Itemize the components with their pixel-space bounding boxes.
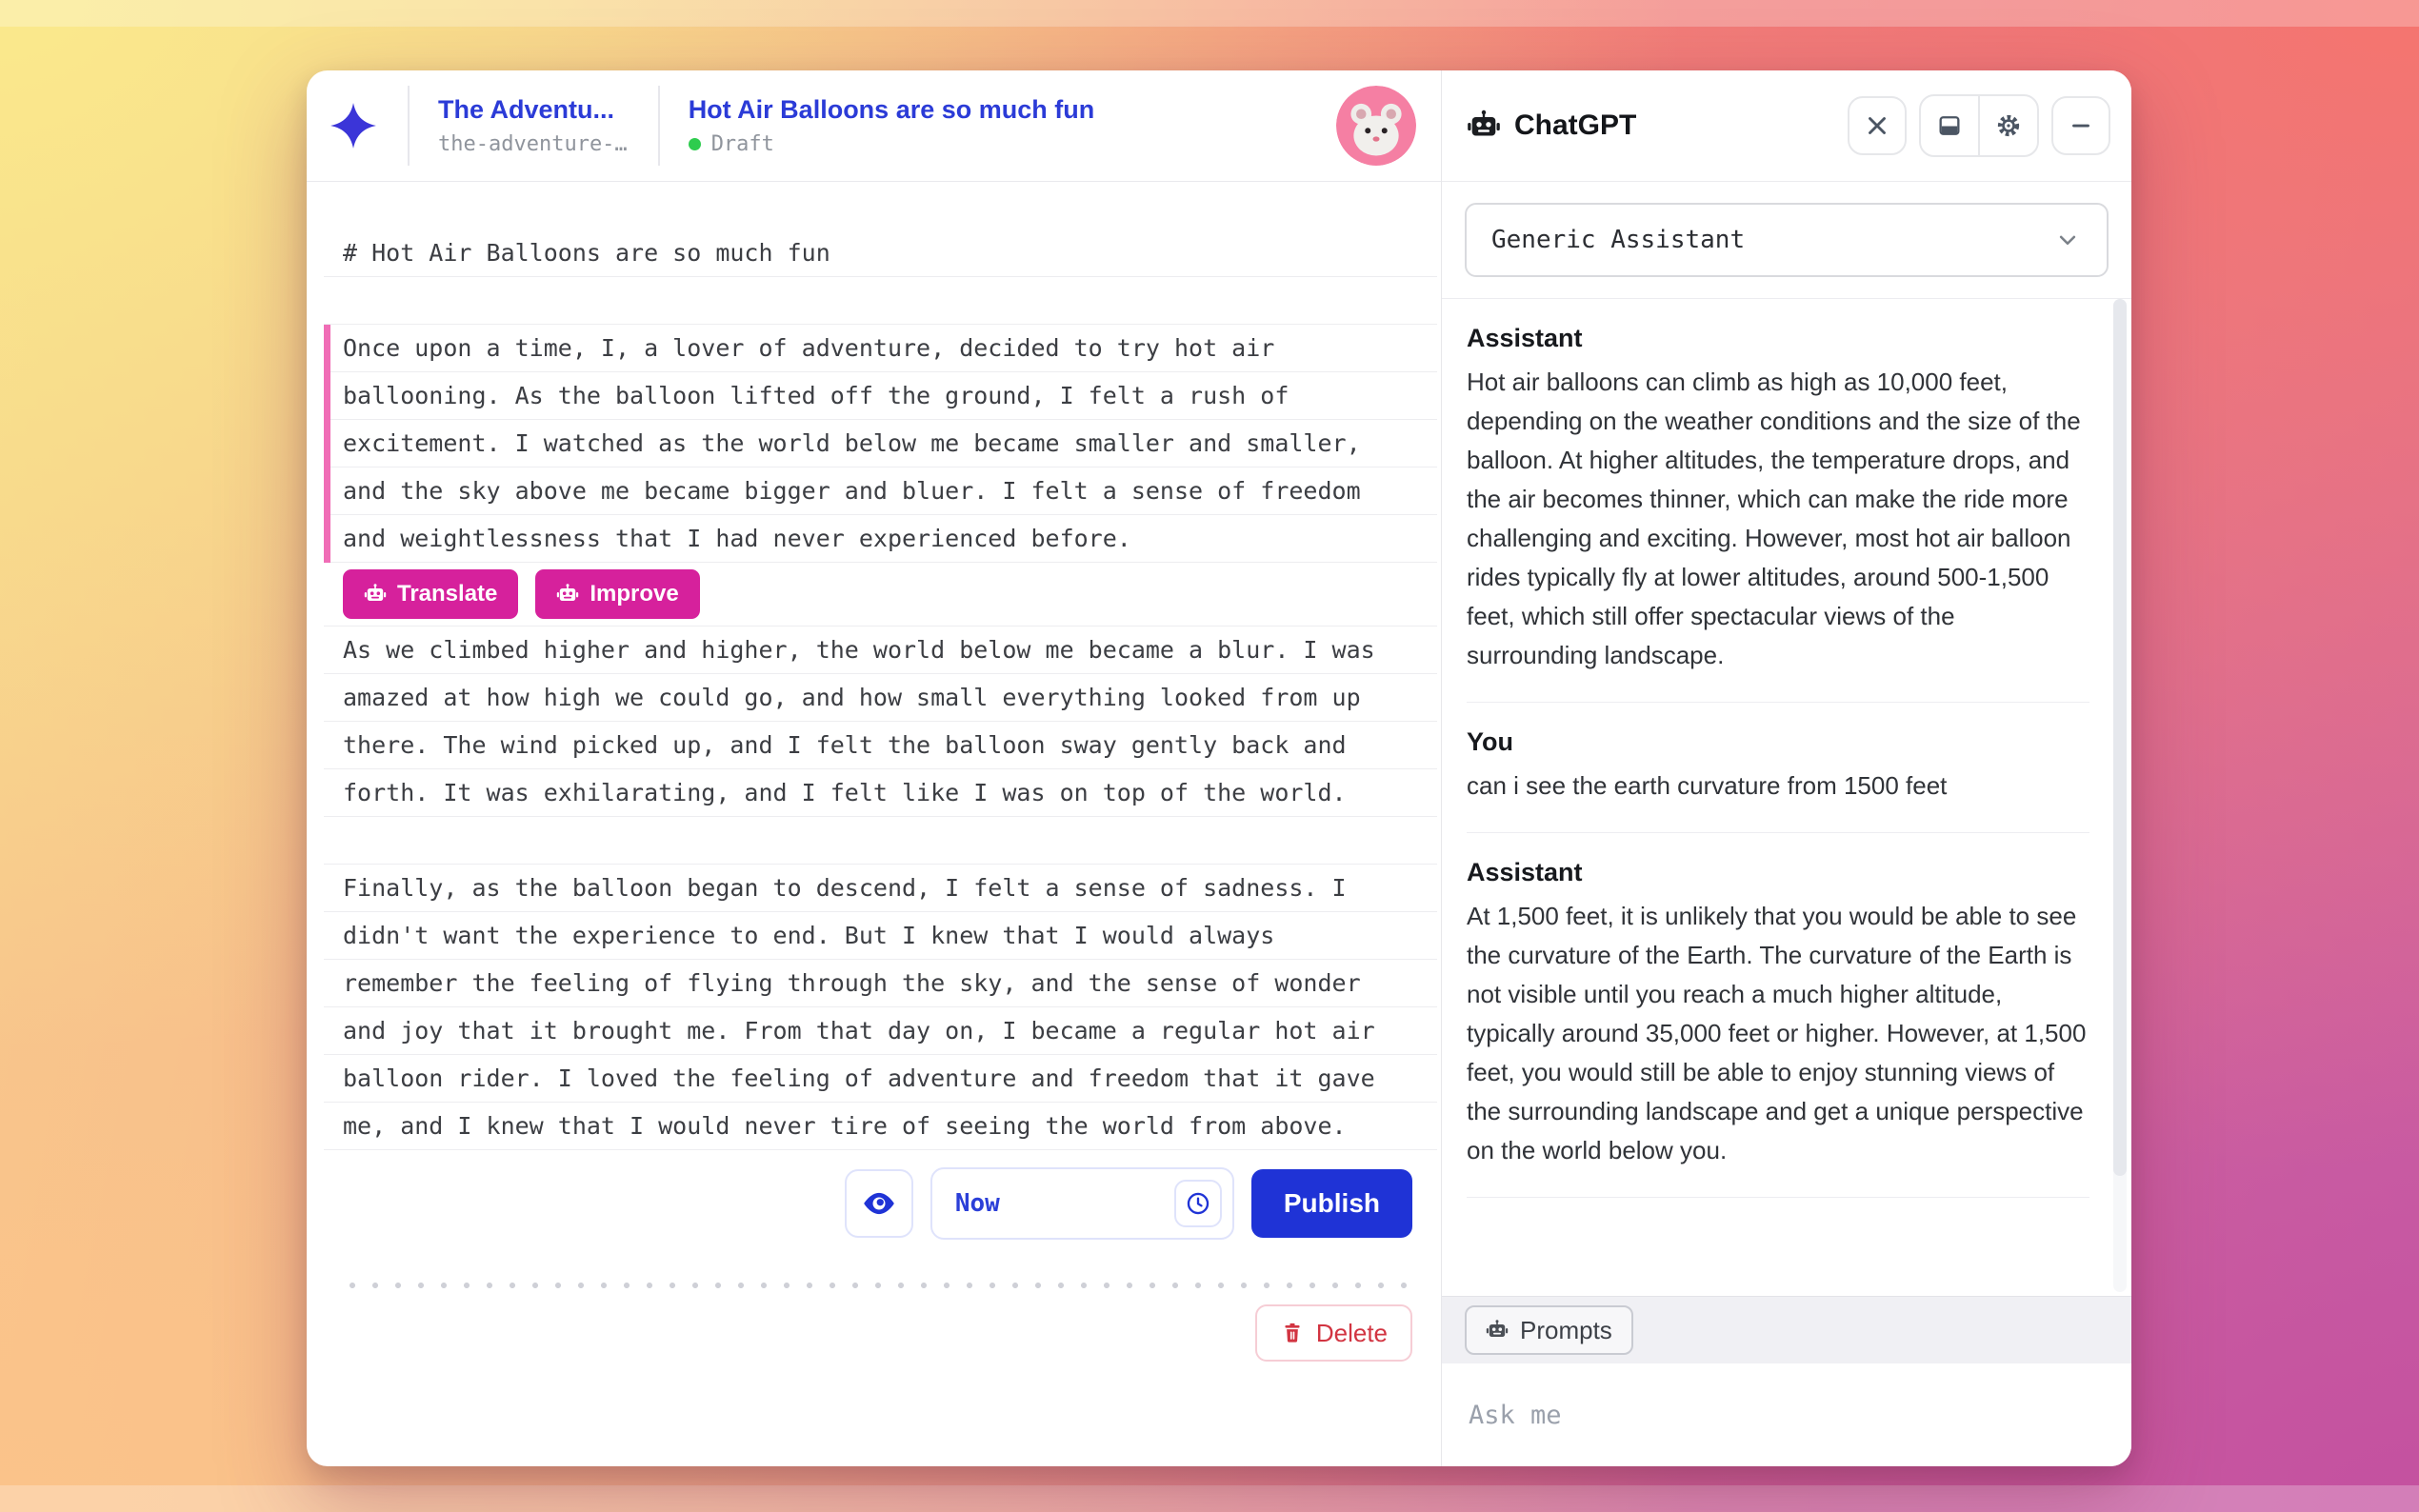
chatgpt-panel (1441, 70, 2131, 1466)
schedule-value[interactable]: Now (954, 1189, 1000, 1218)
editor-pane (307, 70, 1441, 1466)
robot-icon (364, 583, 387, 606)
publish-controls (324, 1167, 1412, 1240)
robot-icon (1486, 1319, 1509, 1342)
dock-panel-button[interactable] (1921, 96, 1978, 155)
editor-paragraph (324, 627, 1437, 817)
message-role: Assistant (1467, 858, 1583, 886)
editor-line[interactable]: me, and I knew that I would never tire of seeing the world from above. (324, 1103, 1437, 1150)
improve-label: Improve (590, 581, 679, 607)
sparkle-logo-icon (330, 99, 377, 152)
editor-line[interactable]: balloon rider. I loved the feeling of adventure and freedom that it gave (324, 1055, 1437, 1103)
ai-action-row (324, 563, 1437, 627)
delete-button[interactable] (1255, 1304, 1412, 1362)
message-text: can i see the earth curvature from 1500 feet (1467, 771, 1948, 800)
chat-message (1467, 833, 2089, 1198)
editor-empty-line[interactable] (324, 817, 1437, 865)
dotted-separator (341, 1282, 1414, 1289)
prompts-toolbar (1442, 1296, 2131, 1363)
prompts-button[interactable] (1465, 1305, 1633, 1355)
minimize-button[interactable] (2051, 96, 2110, 155)
gear-icon (1994, 111, 2023, 140)
robot-icon (1467, 109, 1501, 143)
clock-icon (1185, 1190, 1211, 1217)
delete-label: Delete (1315, 1318, 1388, 1347)
editor-line[interactable]: ballooning. As the balloon lifted off the ground, I felt a rush of (330, 372, 1437, 420)
chat-message-list (1442, 299, 2131, 1296)
editor-header (307, 70, 1441, 182)
editor-paragraph-selected (324, 325, 1437, 563)
chat-scrollbar-thumb[interactable] (2113, 299, 2127, 1176)
panel-window-buttons (1848, 94, 2110, 157)
editor-line[interactable]: Once upon a time, I, a lover of adventure, decided to try hot air (330, 325, 1437, 372)
editor-paragraph (324, 865, 1437, 1150)
message-role: Assistant (1467, 324, 1583, 352)
panel-bottom-icon (1936, 112, 1963, 139)
letterbox-top (0, 0, 2419, 27)
settings-button[interactable] (1980, 96, 2037, 155)
post-info[interactable] (689, 95, 1095, 156)
assistant-dropdown[interactable] (1465, 203, 2109, 277)
translate-button[interactable] (343, 569, 518, 619)
close-icon (1863, 111, 1891, 140)
editor-line[interactable]: Finally, as the balloon began to descend, I felt a sense of sadness. I (324, 865, 1437, 912)
editor-line[interactable]: excitement. I watched as the world below me became smaller and smaller, (330, 420, 1437, 468)
draft-status-dot-icon (689, 138, 701, 150)
editor-line[interactable]: there. The wind picked up, and I felt the balloon sway gently back and (324, 722, 1437, 769)
prompts-label: Prompts (1520, 1315, 1612, 1344)
minus-icon (2067, 111, 2095, 140)
close-button[interactable] (1848, 96, 1907, 155)
header-divider (408, 86, 410, 166)
chat-input[interactable] (1442, 1363, 2131, 1466)
markdown-editor[interactable] (307, 182, 1441, 1466)
site-switcher[interactable] (438, 95, 628, 156)
editor-heading-line[interactable]: # Hot Air Balloons are so much fun (324, 229, 1437, 277)
post-status (689, 132, 1095, 156)
improve-button[interactable] (535, 569, 699, 619)
chat-message (1467, 703, 2089, 833)
editor-line[interactable]: As we climbed higher and higher, the world below me became a blur. I was (324, 627, 1437, 674)
message-text: Hot air balloons can climb as high as 10,000 feet, depending on the weather conditions and the size of the balloon. At higher altitudes, the temperature drops, and the air becomes thinner, which can make the ride more challenging and exciting. However, most hot air balloon rides typically fly at lower altitudes, around 500-1,500 feet, which still offer spectacular views of the surrounding landscape. (1467, 368, 2081, 669)
message-role: You (1467, 727, 1513, 756)
publish-button[interactable]: Publish (1251, 1169, 1412, 1238)
avatar[interactable] (1336, 86, 1416, 166)
chevron-down-icon (2053, 226, 2082, 254)
schedule-time-button[interactable] (1174, 1180, 1222, 1227)
editor-line[interactable]: remember the feeling of flying through the sky, and the sense of wonder (324, 960, 1437, 1007)
letterbox-bottom (0, 1485, 2419, 1512)
site-title[interactable]: The Adventu... (438, 95, 615, 124)
preview-button[interactable] (845, 1169, 913, 1238)
layout-settings-button-group (1919, 94, 2039, 157)
editor-line[interactable]: and joy that it brought me. From that day on, I became a regular hot air (324, 1007, 1437, 1055)
editor-empty-line[interactable] (324, 277, 1437, 325)
panel-title: ChatGPT (1514, 109, 1637, 141)
editor-line[interactable]: and the sky above me became bigger and bluer. I felt a sense of freedom (330, 468, 1437, 515)
editor-line[interactable]: forth. It was exhilarating, and I felt like I was on top of the world. (324, 769, 1437, 817)
schedule-field[interactable] (930, 1167, 1234, 1240)
translate-label: Translate (397, 581, 498, 607)
chat-input-placeholder: Ask me (1469, 1400, 1562, 1430)
app-window (307, 70, 2131, 1466)
message-text: At 1,500 feet, it is unlikely that you would be able to see the curvature of the Earth. The curvature of the Earth is not visible until you reach a much higher altitude, typically around 35,000 feet or higher. However, at 1,500 feet, you would still be able to enjoy stunning views of the surrounding landscape and get a unique perspective on the world below you. (1467, 902, 2087, 1164)
editor-line[interactable]: didn't want the experience to end. But I knew that I would always (324, 912, 1437, 960)
site-slug: the-adventure-… (438, 132, 628, 156)
status-badge: Draft (710, 132, 774, 156)
editor-line[interactable]: and weightlessness that I had never experienced before. (330, 515, 1437, 563)
robot-icon (556, 583, 579, 606)
eye-icon (861, 1185, 897, 1222)
assistant-selector-row (1442, 182, 2131, 299)
assistant-dropdown-value: Generic Assistant (1491, 226, 1746, 254)
editor-line[interactable]: amazed at how high we could go, and how small everything looked from up (324, 674, 1437, 722)
hamster-avatar-image (1336, 86, 1416, 166)
chatgpt-header (1442, 70, 2131, 182)
danger-zone (324, 1304, 1412, 1362)
trash-icon (1280, 1321, 1305, 1345)
chat-message (1467, 299, 2089, 703)
header-divider (658, 86, 660, 166)
post-title[interactable]: Hot Air Balloons are so much fun (688, 95, 1095, 124)
